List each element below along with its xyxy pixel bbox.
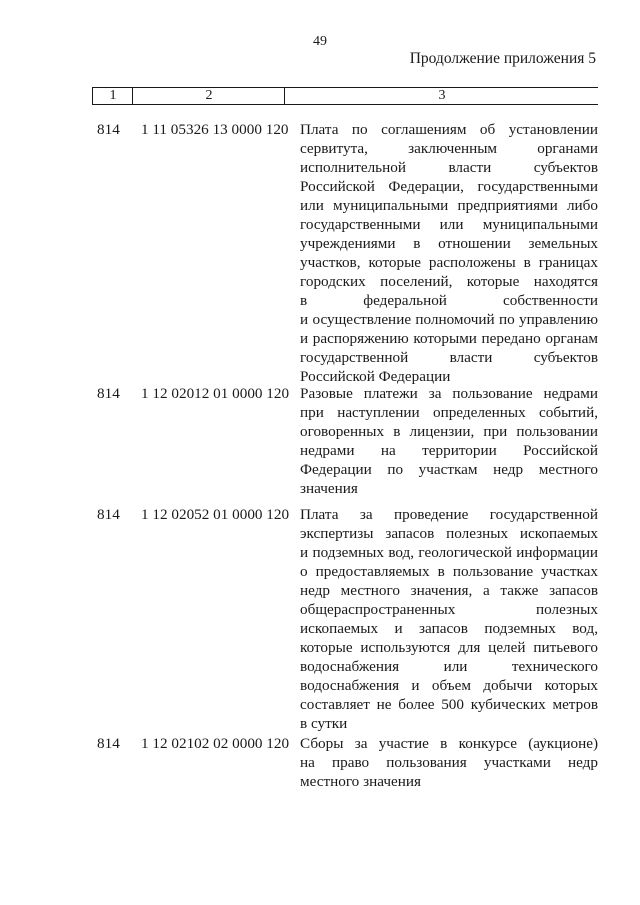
revenue-name-line: участков, которые расположены в границах (300, 254, 598, 271)
revenue-name-line: Сборы за участие в конкурсе (аукционе) (300, 735, 598, 752)
revenue-name-line: ископаемых и запасов подземных вод, (300, 620, 598, 637)
revenue-name-cell (300, 505, 598, 733)
revenue-name-line: Российской Федерации (300, 368, 451, 385)
revenue-name-line: общераспространенных полезных (300, 601, 598, 618)
revenue-name-line: государственной власти субъектов (300, 349, 598, 366)
admin-code-cell: 814 (97, 735, 120, 752)
header-col-3: 3 (284, 88, 599, 104)
page-number: 49 (313, 34, 327, 49)
revenue-name-line: городских поселений, которые находятся (300, 273, 598, 290)
revenue-name-line: Плата за проведение государственной (300, 506, 598, 523)
revenue-name-line: значения (300, 480, 358, 497)
revenue-name-line: на право пользования участками недр (300, 754, 598, 771)
admin-code-cell: 814 (97, 506, 120, 523)
revenue-name-line: составляет не более 500 кубических метров (300, 696, 598, 713)
revenue-name-cell (300, 734, 598, 791)
table-header-row (92, 87, 598, 105)
revenue-name-line: в федеральной собственности (300, 292, 598, 309)
budget-classification-code-cell: 1 12 02052 01 0000 120 (141, 506, 290, 523)
revenue-name-line: Плата по соглашениям об установлении (300, 121, 598, 138)
appendix-continuation-note: Продолжение приложения 5 (409, 50, 596, 67)
budget-classification-code-cell: 1 12 02102 02 0000 120 (141, 735, 290, 752)
revenue-name-line: государственными или муниципальными (300, 216, 598, 233)
admin-code-cell: 814 (97, 121, 120, 138)
revenue-name-line: недрами на территории Российской (300, 442, 598, 459)
revenue-name-line: экспертизы запасов полезных ископаемых (300, 525, 598, 542)
revenue-name-line: Федерации по участкам недр местного (300, 461, 598, 478)
revenue-name-line: местного значения (300, 773, 421, 790)
header-col-2: 2 (132, 88, 285, 104)
revenue-name-line: и распоряжению которыми передано органам (300, 330, 598, 347)
revenue-name-line: при наступлении определенных событий, (300, 404, 598, 421)
revenue-name-line: Разовые платежи за пользование недрами (300, 385, 598, 402)
revenue-name-line: недр местного значения, а также запасов (300, 582, 598, 599)
revenue-name-line: исполнительной власти субъектов (300, 159, 598, 176)
revenue-name-line: Российской Федерации, государственными (300, 178, 598, 195)
revenue-name-line: водоснабжения или технического (300, 658, 598, 675)
revenue-name-line: и подземных вод, геологической информации (300, 544, 598, 561)
revenue-name-line: учреждениями в отношении земельных (300, 235, 598, 252)
revenue-name-line: сервитута, заключенным органами (300, 140, 598, 157)
revenue-name-line: в сутки (300, 715, 348, 732)
revenue-name-line: которые используются для целей питьевого (300, 639, 598, 656)
revenue-name-line: и осуществление полномочий по управлению (300, 311, 598, 328)
admin-code-cell: 814 (97, 385, 120, 402)
revenue-name-cell (300, 384, 598, 498)
revenue-name-cell (300, 120, 598, 386)
revenue-name-line: оговоренных в лицензии, при пользовании (300, 423, 598, 440)
revenue-name-line: или муниципальными предприятиями либо (300, 197, 598, 214)
budget-classification-code-cell: 1 12 02012 01 0000 120 (141, 385, 290, 402)
budget-classification-code-cell: 1 11 05326 13 0000 120 (141, 121, 289, 138)
header-col-1: 1 (92, 88, 133, 104)
revenue-name-line: водоснабжения и объем добычи которых (300, 677, 598, 694)
revenue-name-line: о предоставляемых в пользование участках (300, 563, 598, 580)
